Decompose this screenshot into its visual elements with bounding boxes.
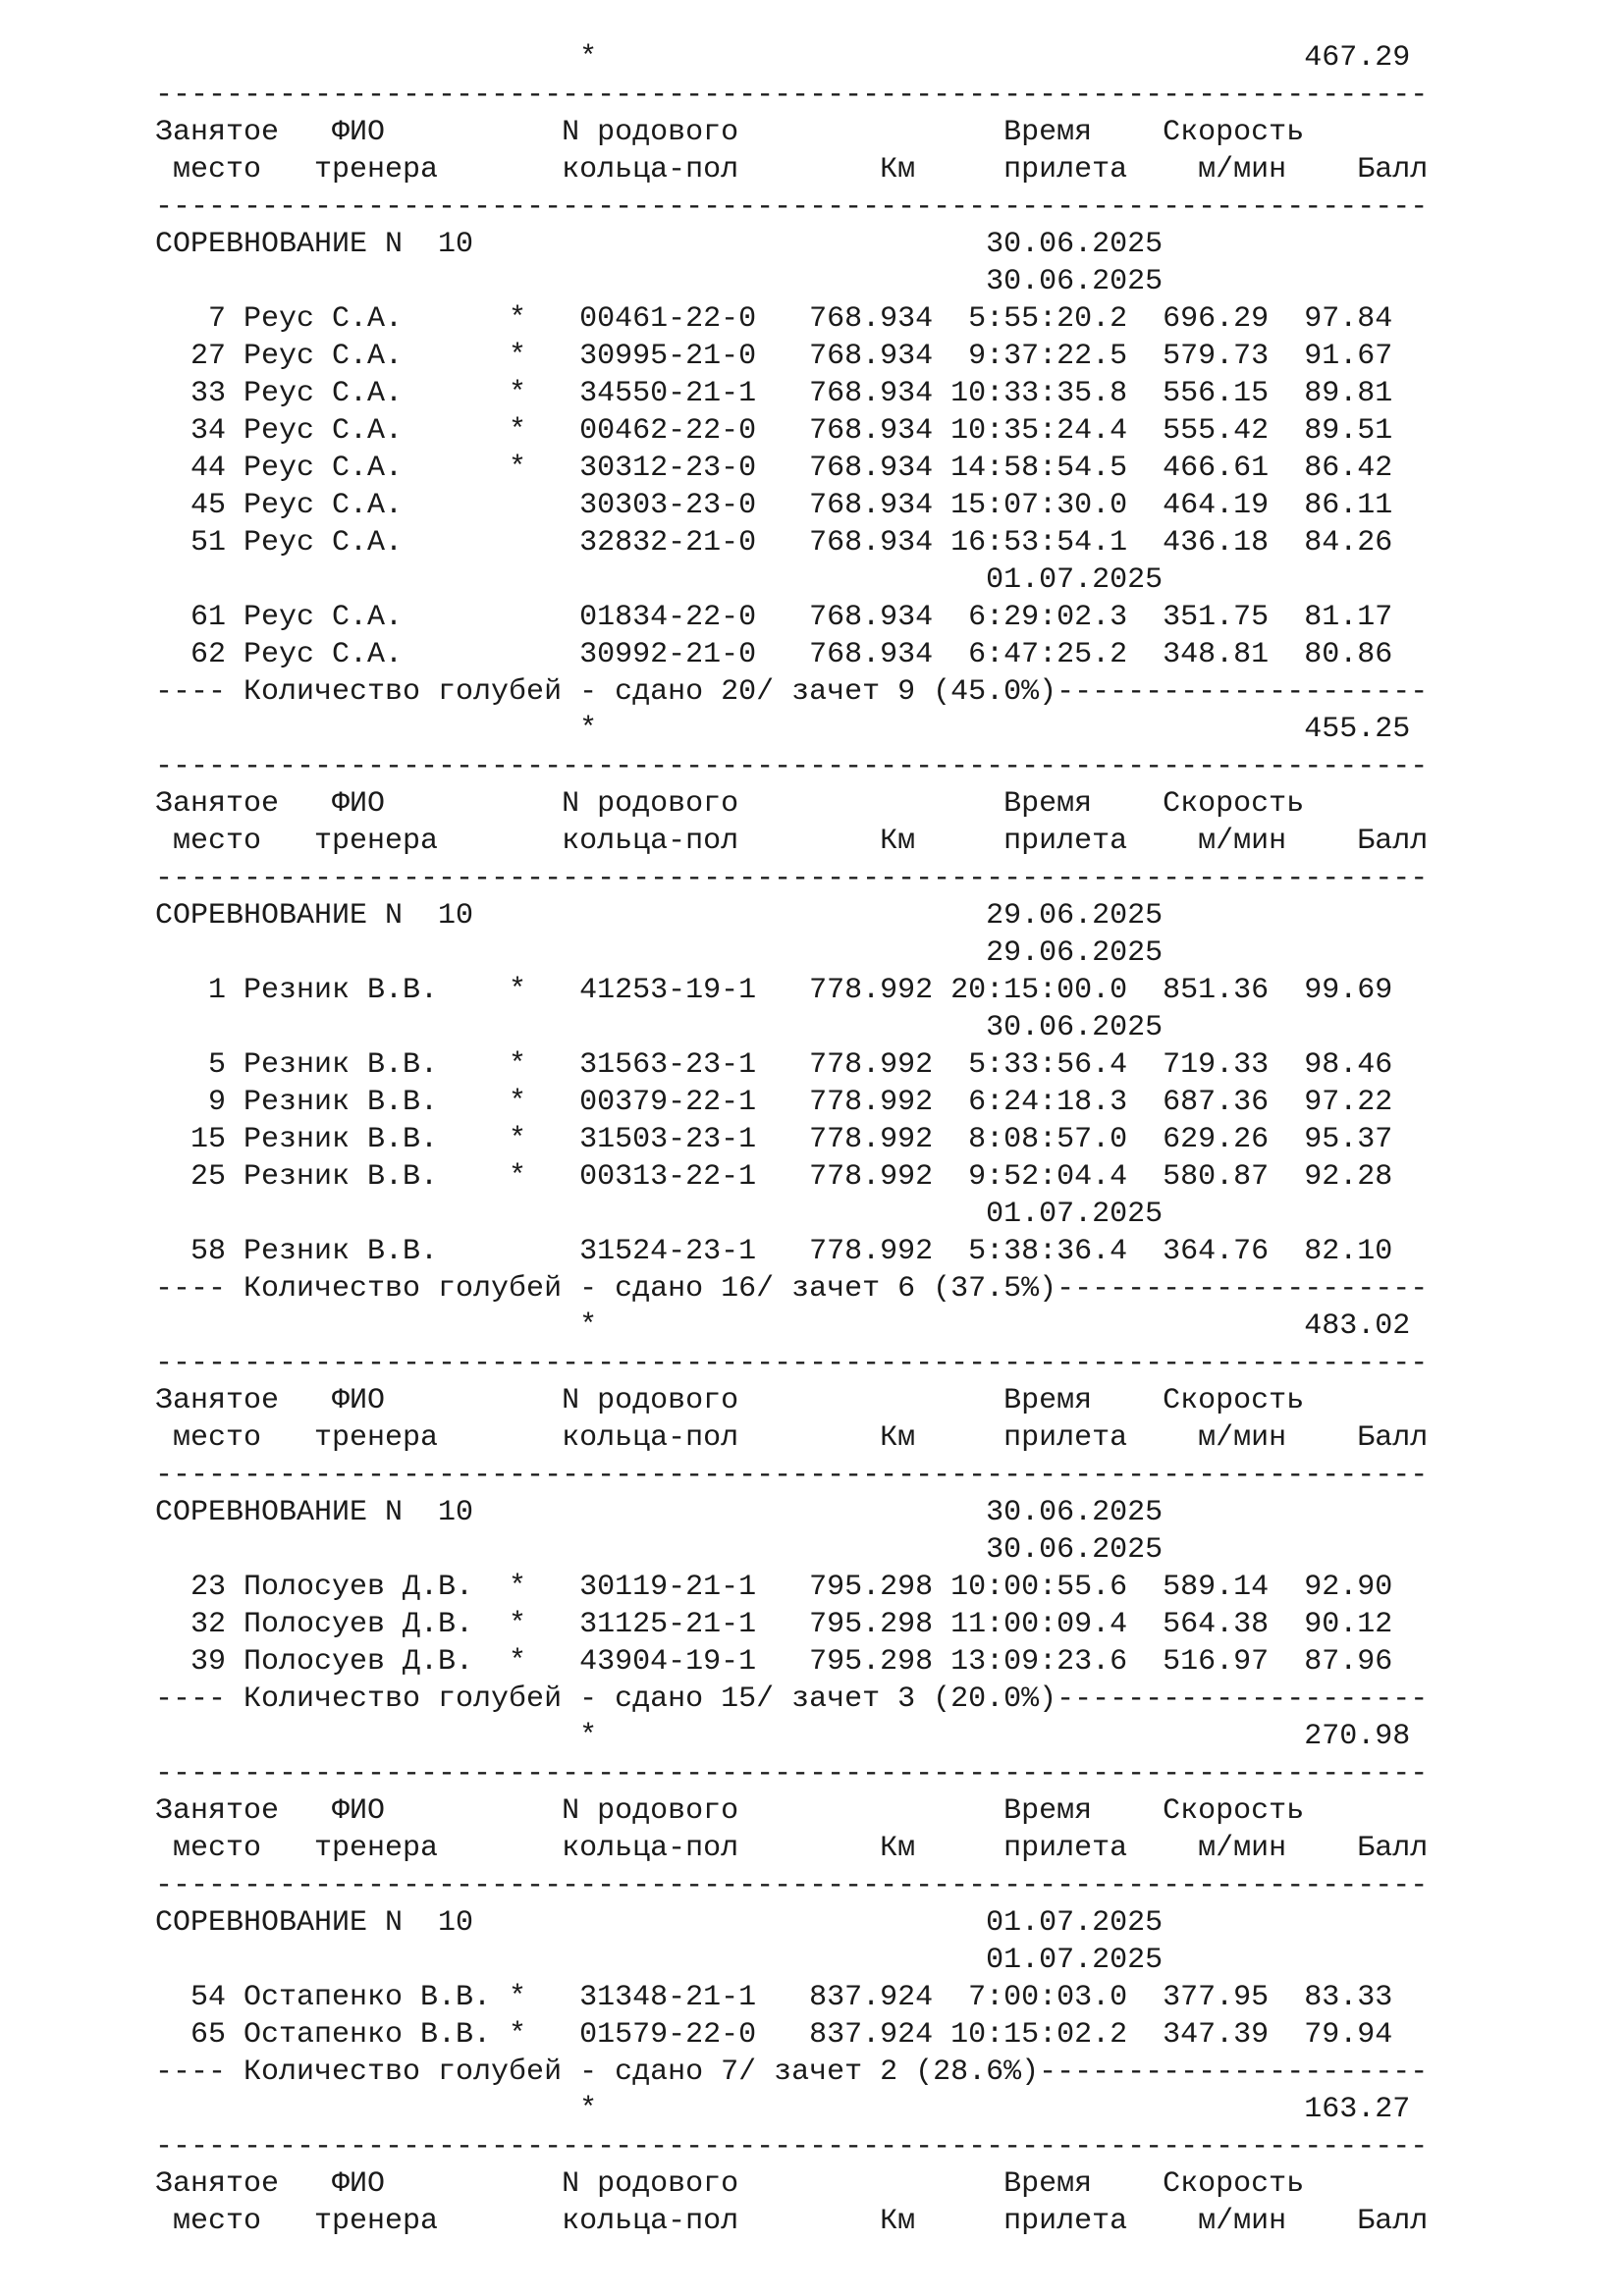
result-row: 61 Реус С.А. 01834-22-0 768.934 6:29:02.3 351.75 81.17 <box>155 601 1393 634</box>
result-row: 58 Резник В.В. 31524-23-1 778.992 5:38:36.4 364.76 82.10 <box>155 1235 1393 1268</box>
result-row: 45 Реус С.А. 30303-23-0 768.934 15:07:30.0 464.19 86.11 <box>155 489 1393 522</box>
total-line: * 270.98 <box>155 1720 1411 1753</box>
column-header-line: место тренера кольца-пол Км прилета м/мин Балл <box>155 1832 1429 1865</box>
date-line: 01.07.2025 <box>155 1944 1164 1977</box>
date-line: 30.06.2025 <box>155 1533 1164 1567</box>
result-row: 9 Резник В.В. * 00379-22-1 778.992 6:24:18.3 687.36 97.22 <box>155 1086 1393 1119</box>
total-line: * 483.02 <box>155 1309 1411 1343</box>
separator-line: ------------------------------------------------------------------------ <box>155 862 1429 895</box>
result-row: 33 Реус С.А. * 34550-21-1 768.934 10:33:35.8 556.15 89.81 <box>155 377 1393 410</box>
result-row: 62 Реус С.А. 30992-21-0 768.934 6:47:25.2 348.81 80.86 <box>155 638 1393 671</box>
separator-line: ------------------------------------------------------------------------ <box>155 2130 1429 2163</box>
result-row: 54 Остапенко В.В. * 31348-21-1 837.924 7:00:03.0 377.95 83.33 <box>155 1981 1393 2014</box>
competition-title-line: СОРЕВНОВАНИЕ N 10 01.07.2025 <box>155 1906 1164 1940</box>
summary-line: ---- Количество голубей - сдано 16/ зачет 6 (37.5%)--------------------- <box>155 1272 1429 1306</box>
separator-line: ------------------------------------------------------------------------ <box>155 1347 1429 1380</box>
result-row: 1 Резник В.В. * 41253-19-1 778.992 20:15:00.0 851.36 99.69 <box>155 974 1393 1007</box>
separator-line: ------------------------------------------------------------------------ <box>155 1459 1429 1492</box>
result-row: 15 Резник В.В. * 31503-23-1 778.992 8:08:57.0 629.26 95.37 <box>155 1123 1393 1156</box>
date-line: 30.06.2025 <box>155 1011 1164 1044</box>
result-row: 65 Остапенко В.В. * 01579-22-0 837.924 10:15:02.2 347.39 79.94 <box>155 2018 1393 2052</box>
date-line: 30.06.2025 <box>155 265 1164 298</box>
column-header-line: Занятое ФИО N родового Время Скорость <box>155 1794 1305 1828</box>
result-row: 39 Полосуев Д.В. * 43904-19-1 795.298 13:09:23.6 516.97 87.96 <box>155 1645 1393 1679</box>
separator-line: ------------------------------------------------------------------------ <box>155 1757 1429 1790</box>
separator-line: ------------------------------------------------------------------------ <box>155 750 1429 783</box>
result-row: 34 Реус С.А. * 00462-22-0 768.934 10:35:24.4 555.42 89.51 <box>155 414 1393 448</box>
result-row: 44 Реус С.А. * 30312-23-0 768.934 14:58:54.5 466.61 86.42 <box>155 452 1393 485</box>
separator-line: ------------------------------------------------------------------------ <box>155 1869 1429 1902</box>
column-header-line: Занятое ФИО N родового Время Скорость <box>155 1384 1305 1417</box>
summary-line: ---- Количество голубей - сдано 7/ зачет 2 (28.6%)---------------------- <box>155 2056 1429 2089</box>
column-header-line: место тренера кольца-пол Км прилета м/мин Балл <box>155 1421 1429 1455</box>
column-header-line: Занятое ФИО N родового Время Скорость <box>155 787 1305 821</box>
result-row: 25 Резник В.В. * 00313-22-1 778.992 9:52:04.4 580.87 92.28 <box>155 1160 1393 1194</box>
printout-line: * 467.29 <box>155 41 1411 75</box>
separator-line: ------------------------------------------------------------------------ <box>155 190 1429 224</box>
summary-line: ---- Количество голубей - сдано 15/ зачет 3 (20.0%)--------------------- <box>155 1682 1429 1716</box>
column-header-line: место тренера кольца-пол Км прилета м/мин Балл <box>155 2205 1429 2238</box>
result-row: 7 Реус С.А. * 00461-22-0 768.934 5:55:20.2 696.29 97.84 <box>155 302 1393 336</box>
result-row: 32 Полосуев Д.В. * 31125-21-1 795.298 11:00:09.4 564.38 90.12 <box>155 1608 1393 1641</box>
column-header-line: Занятое ФИО N родового Время Скорость <box>155 2167 1305 2201</box>
total-line: * 455.25 <box>155 713 1411 746</box>
results-printout <box>155 39 1589 2240</box>
column-header-line: место тренера кольца-пол Км прилета м/мин Балл <box>155 825 1429 858</box>
date-line: 01.07.2025 <box>155 1198 1164 1231</box>
result-row: 51 Реус С.А. 32832-21-0 768.934 16:53:54.1 436.18 84.26 <box>155 526 1393 560</box>
date-line: 01.07.2025 <box>155 563 1164 597</box>
competition-title-line: СОРЕВНОВАНИЕ N 10 30.06.2025 <box>155 1496 1164 1529</box>
summary-line: ---- Количество голубей - сдано 20/ зачет 9 (45.0%)--------------------- <box>155 675 1429 709</box>
result-row: 5 Резник В.В. * 31563-23-1 778.992 5:33:56.4 719.33 98.46 <box>155 1048 1393 1082</box>
total-line: * 163.27 <box>155 2093 1411 2126</box>
column-header-line: место тренера кольца-пол Км прилета м/мин Балл <box>155 153 1429 187</box>
result-row: 27 Реус С.А. * 30995-21-0 768.934 9:37:22.5 579.73 91.67 <box>155 340 1393 373</box>
separator-line: ------------------------------------------------------------------------ <box>155 79 1429 112</box>
column-header-line: Занятое ФИО N родового Время Скорость <box>155 116 1305 149</box>
result-row: 23 Полосуев Д.В. * 30119-21-1 795.298 10:00:55.6 589.14 92.90 <box>155 1571 1393 1604</box>
date-line: 29.06.2025 <box>155 936 1164 970</box>
competition-title-line: СОРЕВНОВАНИЕ N 10 29.06.2025 <box>155 899 1164 933</box>
competition-title-line: СОРЕВНОВАНИЕ N 10 30.06.2025 <box>155 228 1164 261</box>
